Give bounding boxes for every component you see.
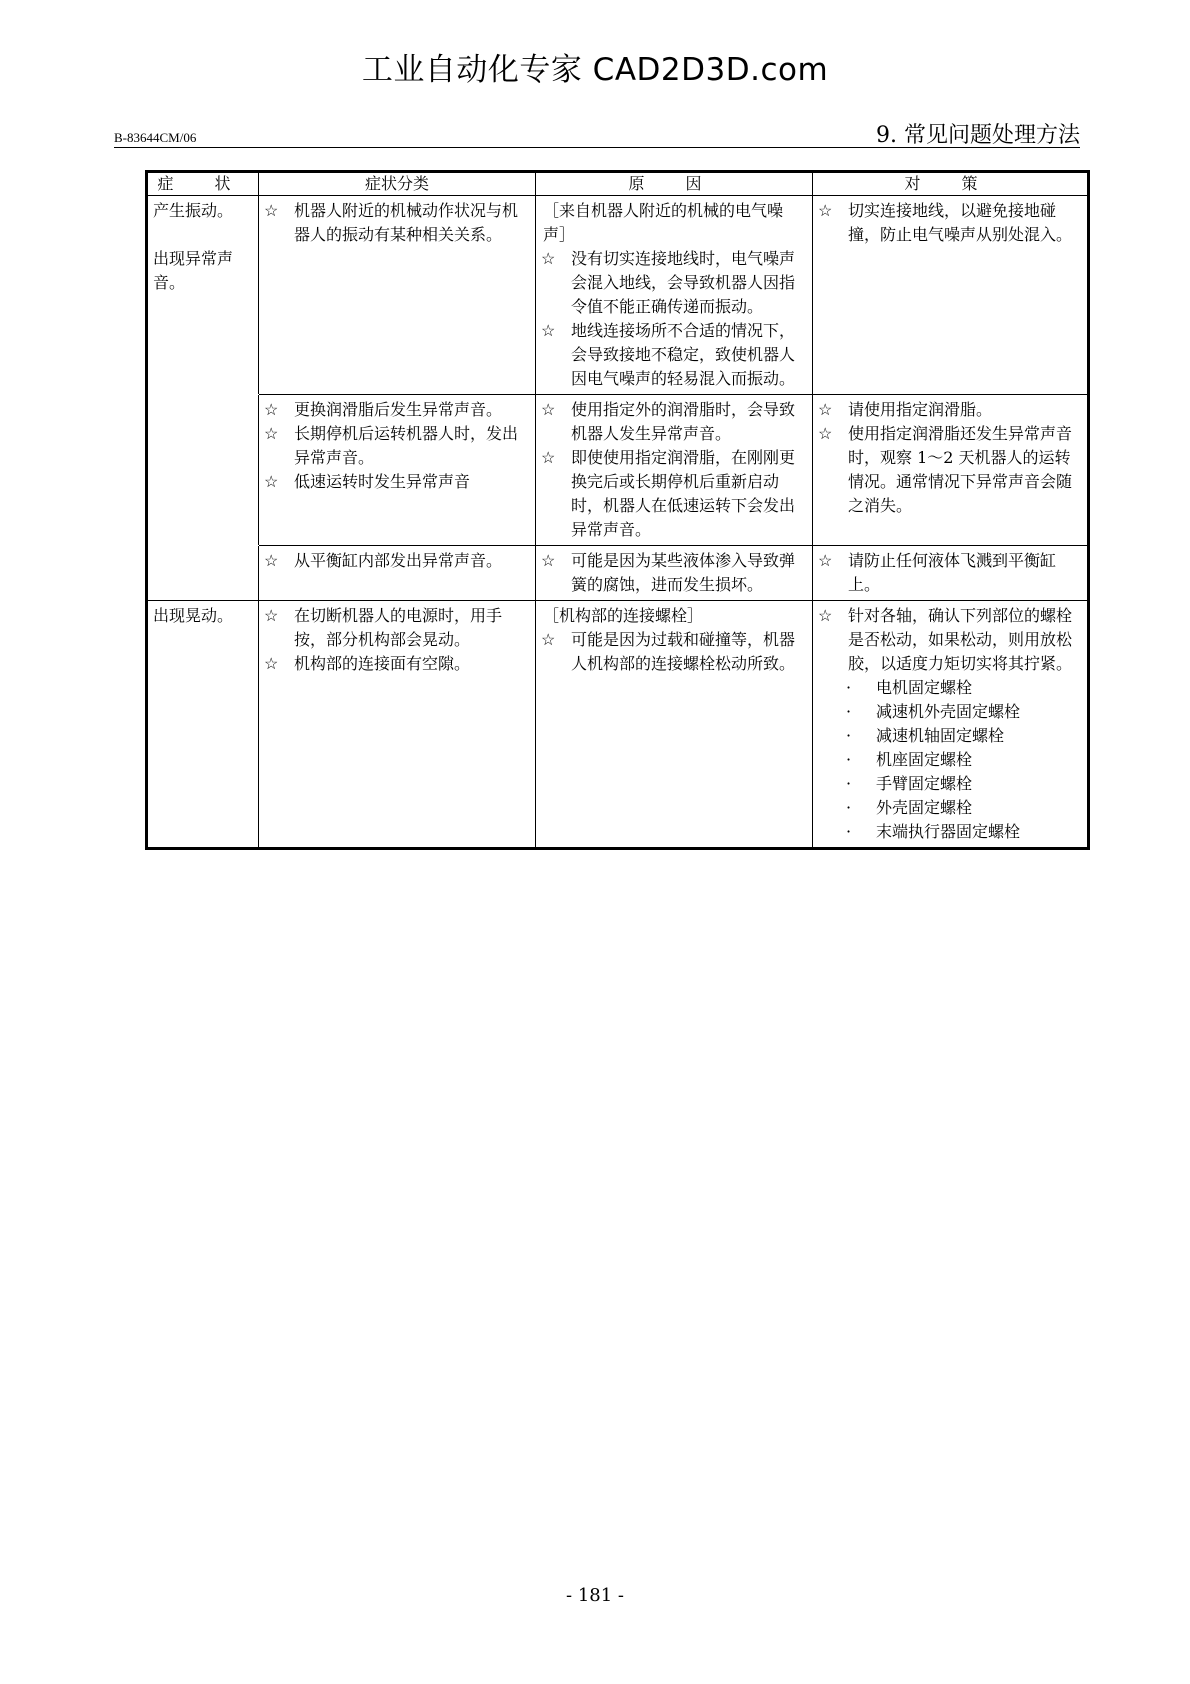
- header-rule: [114, 147, 1080, 148]
- star-icon: ☆: [818, 606, 833, 625]
- star-icon: ☆: [264, 606, 279, 625]
- list-item: ☆ 低速运转时发生异常声音: [264, 470, 530, 494]
- table-row: [147, 196, 1089, 395]
- list-item: ☆ 更换润滑脂后发生异常声音。: [264, 398, 530, 422]
- measure-cell: [813, 395, 1089, 546]
- list-item: ☆ 地线连接场所不合适的情况下，会导致接地不稳定，致使机器人因电气噪声的轻易混入而振动。: [541, 319, 807, 391]
- measure-cell: [813, 546, 1089, 601]
- cause-heading: ［来自机器人附近的机械的电气噪声］: [543, 201, 784, 244]
- bolt-list-item: · 手臂固定螺栓: [818, 772, 1082, 796]
- table-row: [147, 395, 1089, 546]
- measure-cell: [813, 601, 1089, 849]
- watermark-text: 工业自动化专家 CAD2D3D.com: [361, 52, 829, 88]
- symptom-cell: [147, 196, 259, 395]
- star-icon: ☆: [541, 400, 556, 419]
- header-category: 症状分类: [259, 172, 536, 196]
- star-icon: ☆: [264, 472, 279, 491]
- bullet-icon: ·: [846, 798, 852, 817]
- star-icon: ☆: [541, 249, 556, 268]
- star-icon: ☆: [541, 448, 556, 467]
- header-cause: 原 因: [536, 172, 813, 196]
- star-icon: ☆: [818, 551, 833, 570]
- star-icon: ☆: [818, 424, 833, 443]
- star-icon: ☆: [541, 321, 556, 340]
- measure-cell: [813, 196, 1089, 395]
- star-icon: ☆: [264, 201, 279, 220]
- bolt-list-item: · 末端执行器固定螺栓: [818, 820, 1082, 844]
- bolt-list-item: · 电机固定螺栓: [818, 676, 1082, 700]
- list-item: ☆ 即使使用指定润滑脂，在刚刚更换完后或长期停机后重新启动时，机器人在低速运转下会发出异常声音。: [541, 446, 807, 542]
- symptom-cell: [147, 546, 259, 601]
- list-item: ☆ 请防止任何液体飞溅到平衡缸上。: [818, 549, 1082, 597]
- star-icon: ☆: [264, 551, 279, 570]
- symptom-cell: [147, 601, 259, 849]
- star-icon: ☆: [541, 551, 556, 570]
- list-item: ☆ 针对各轴，确认下列部位的螺栓是否松动，如果松动，则用放松胶，以适度力矩切实将其拧紧。: [818, 604, 1082, 676]
- symptom-text: 产生振动。: [153, 201, 234, 220]
- list-item: ☆ 可能是因为某些液体渗入导致弹簧的腐蚀，进而发生损坏。: [541, 549, 807, 597]
- list-item: ☆ 长期停机后运转机器人时，发出异常声音。: [264, 422, 530, 470]
- bolt-list-item: · 外壳固定螺栓: [818, 796, 1082, 820]
- header-symptom: 症 状: [147, 172, 259, 196]
- bullet-icon: ·: [846, 822, 852, 841]
- header-measure: 对 策: [813, 172, 1089, 196]
- category-cell: [259, 395, 536, 546]
- symptom-text: 出现异常声音。: [153, 249, 234, 292]
- bolt-list-item: · 机座固定螺栓: [818, 748, 1082, 772]
- cause-cell: [536, 395, 813, 546]
- chapter-title: 9. 常见问题处理方法: [876, 123, 1080, 148]
- list-item: ☆ 在切断机器人的电源时，用手按，部分机构部会晃动。: [264, 604, 530, 652]
- category-cell: [259, 601, 536, 849]
- bullet-icon: ·: [846, 726, 852, 745]
- document-code: B-83644CM/06: [114, 130, 197, 145]
- list-item: ☆ 可能是因为过载和碰撞等，机器人机构部的连接螺栓松动所致。: [541, 628, 807, 676]
- star-icon: ☆: [541, 630, 556, 649]
- bullet-icon: ·: [846, 774, 852, 793]
- cause-heading: ［机构部的连接螺栓］: [543, 606, 704, 625]
- list-item: ☆ 从平衡缸内部发出异常声音。: [264, 549, 530, 573]
- list-item: ☆ 请使用指定润滑脂。: [818, 398, 1082, 422]
- category-cell: [259, 196, 536, 395]
- list-item: ☆ 没有切实连接地线时，电气噪声会混入地线，会导致机器人因指令值不能正确传递而振动。: [541, 247, 807, 319]
- star-icon: ☆: [264, 654, 279, 673]
- table-row: [147, 601, 1089, 849]
- symptom-text: 出现晃动。: [153, 606, 234, 625]
- category-cell: [259, 546, 536, 601]
- star-icon: ☆: [818, 400, 833, 419]
- bullet-icon: ·: [846, 702, 852, 721]
- table-row: [147, 546, 1089, 601]
- star-icon: ☆: [818, 201, 833, 220]
- bullet-icon: ·: [846, 750, 852, 769]
- symptom-cell: [147, 395, 259, 546]
- table-header-row: [147, 172, 1089, 196]
- bolt-list-item: · 减速机外壳固定螺栓: [818, 700, 1082, 724]
- bolt-list-item: · 减速机轴固定螺栓: [818, 724, 1082, 748]
- list-item: ☆ 切实连接地线，以避免接地碰撞，防止电气噪声从别处混入。: [818, 199, 1082, 247]
- troubleshooting-table: [145, 170, 1090, 850]
- star-icon: ☆: [264, 424, 279, 443]
- list-item: ☆ 机器人附近的机械动作状况与机器人的振动有某种相关关系。: [264, 199, 530, 247]
- list-item: ☆ 机构部的连接面有空隙。: [264, 652, 530, 676]
- list-item: ☆ 使用指定润滑脂还发生异常声音时，观察 1～2 天机器人的运转情况。通常情况下异常声音会随之消失。: [818, 422, 1082, 518]
- page-number: - 181 -: [566, 1585, 624, 1606]
- star-icon: ☆: [264, 400, 279, 419]
- cause-cell: [536, 546, 813, 601]
- cause-cell: [536, 601, 813, 849]
- list-item: ☆ 使用指定外的润滑脂时，会导致机器人发生异常声音。: [541, 398, 807, 446]
- cause-cell: [536, 196, 813, 395]
- bullet-icon: ·: [846, 678, 852, 697]
